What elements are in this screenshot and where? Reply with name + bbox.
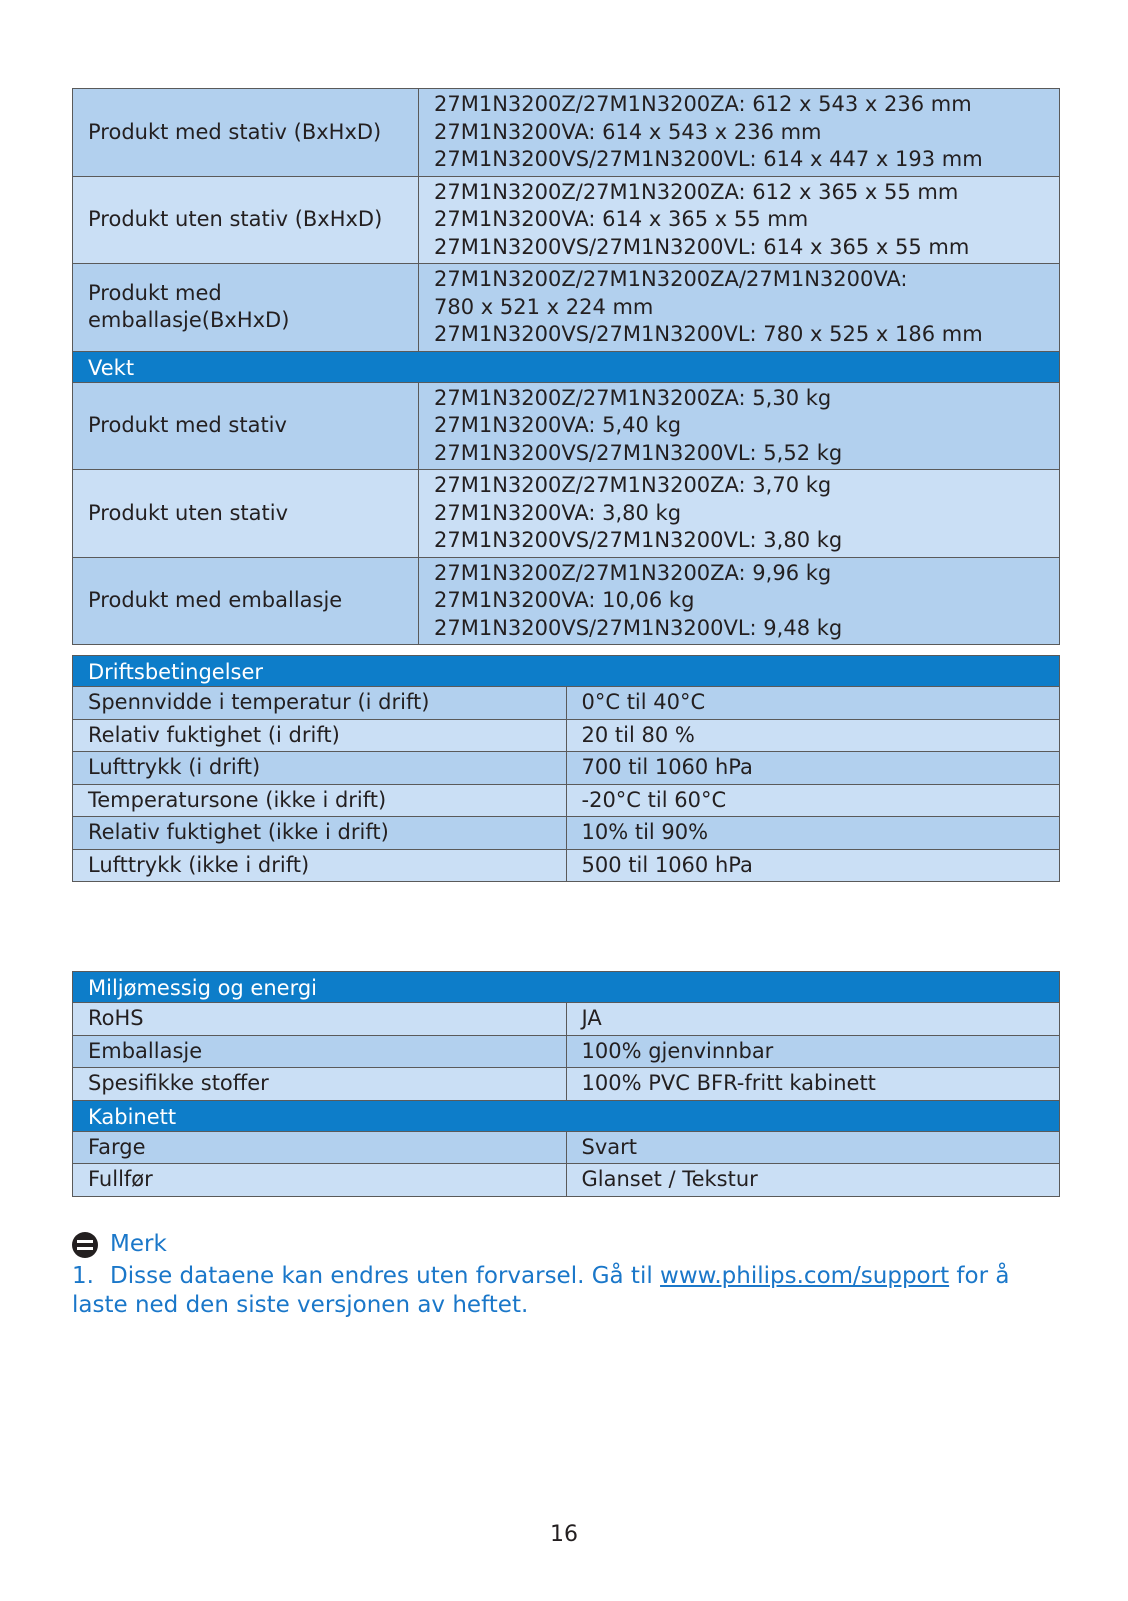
table-row: [73, 784, 1060, 817]
spec-value-line: 27M1N3200VS/27M1N3200VL: 614 x 365 x 55 mm: [434, 234, 970, 259]
spec-table-operating-conditions: [72, 655, 1060, 882]
note-text-before: Disse dataene kan endres uten forvarsel. Gå til: [110, 1263, 661, 1289]
section-header-row: [73, 1100, 1060, 1131]
spec-value: [419, 470, 1060, 558]
section-header-driftsbetingelser: Driftsbetingelser: [73, 656, 1060, 687]
table-row: [73, 719, 1060, 752]
section-header-row: [73, 351, 1060, 382]
spec-value-line: 780 x 521 x 224 mm: [434, 294, 654, 319]
spec-value-line: 27M1N3200Z/27M1N3200ZA: 612 x 365 x 55 mm: [434, 179, 959, 204]
spec-label: Farge: [73, 1131, 567, 1164]
spec-label: Produkt med emballasje: [73, 557, 419, 645]
spec-table-environment-cabinet: [72, 971, 1060, 1197]
spec-value: [419, 557, 1060, 645]
spec-table-dimensions-weight: [72, 88, 1060, 645]
table-row: [73, 470, 1060, 558]
spec-value: JA: [566, 1003, 1060, 1036]
spec-value-line: 27M1N3200Z/27M1N3200ZA: 9,96 kg: [434, 560, 832, 585]
spec-value: [419, 382, 1060, 470]
support-link[interactable]: www.philips.com/support: [660, 1263, 950, 1289]
section-header-row: [73, 656, 1060, 687]
spec-value: Svart: [566, 1131, 1060, 1164]
spec-value-line: 27M1N3200Z/27M1N3200ZA/27M1N3200VA:: [434, 267, 908, 291]
spec-label: Produkt med stativ (BxHxD): [73, 89, 419, 177]
spec-label: Produkt uten stativ: [73, 470, 419, 558]
table-row: [73, 1035, 1060, 1068]
note-text-after: for å laste ned den siste versjonen av heftet.: [72, 1263, 1010, 1318]
table-row: [73, 1131, 1060, 1164]
spec-label: Produkt med emballasje(BxHxD): [73, 264, 419, 352]
table-row: [73, 382, 1060, 470]
table-row: [73, 176, 1060, 264]
note-number: 1.: [72, 1263, 94, 1289]
spec-label: Relativ fuktighet (ikke i drift): [73, 817, 567, 850]
spec-value-line: 27M1N3200VS/27M1N3200VL: 614 x 447 x 193 mm: [434, 147, 983, 171]
spec-value-line: 27M1N3200VA: 614 x 543 x 236 mm: [434, 119, 822, 144]
spec-value: [419, 264, 1060, 352]
table-row: [73, 264, 1060, 352]
spec-value-line: 27M1N3200VS/27M1N3200VL: 9,48 kg: [434, 615, 843, 640]
note-block: [72, 1230, 1062, 1320]
spec-label: Temperatursone (ikke i drift): [73, 784, 567, 817]
spec-label: RoHS: [73, 1003, 567, 1036]
spec-value: -20°C til 60°C: [566, 784, 1060, 817]
spec-value: 500 til 1060 hPa: [566, 849, 1060, 882]
spec-value: [419, 176, 1060, 264]
table-row: [73, 89, 1060, 177]
spec-value-line: 27M1N3200VA: 10,06 kg: [434, 588, 695, 612]
section-header-vekt: Vekt: [73, 351, 1060, 382]
spec-value: 20 til 80 %: [566, 719, 1060, 752]
table-row: [73, 1068, 1060, 1101]
spec-value-line: 27M1N3200VA: 614 x 365 x 55 mm: [434, 207, 809, 231]
spec-value-line: 27M1N3200VA: 5,40 kg: [434, 413, 682, 437]
spec-label: Lufttrykk (ikke i drift): [73, 849, 567, 882]
note-item: [72, 1262, 1062, 1320]
spec-value: 700 til 1060 hPa: [566, 752, 1060, 785]
spec-value-line: 27M1N3200Z/27M1N3200ZA: 5,30 kg: [434, 385, 832, 410]
section-header-miljo: Miljømessig og energi: [73, 972, 1060, 1003]
table-row: [73, 687, 1060, 720]
table-row: [73, 1003, 1060, 1036]
page-number: 16: [550, 1522, 578, 1547]
spec-label: Produkt med stativ: [73, 382, 419, 470]
spec-label: Emballasje: [73, 1035, 567, 1068]
spec-value-line: 27M1N3200VS/27M1N3200VL: 780 x 525 x 186 mm: [434, 322, 983, 346]
spec-value: 100% gjenvinnbar: [566, 1035, 1060, 1068]
spec-label: Spennvidde i temperatur (i drift): [73, 687, 567, 720]
spec-label: Relativ fuktighet (i drift): [73, 719, 567, 752]
note-title: Merk: [110, 1231, 167, 1257]
note-header: [72, 1230, 1062, 1259]
spec-value: 100% PVC BFR-fritt kabinett: [566, 1068, 1060, 1101]
spec-value-line: 27M1N3200VS/27M1N3200VL: 5,52 kg: [434, 440, 843, 465]
section-header-kabinett: Kabinett: [73, 1100, 1060, 1131]
section-header-row: [73, 972, 1060, 1003]
table-row: [73, 557, 1060, 645]
table-row: [73, 849, 1060, 882]
spec-label: Spesifikke stoffer: [73, 1068, 567, 1101]
table-row: [73, 752, 1060, 785]
spec-label: Lufttrykk (i drift): [73, 752, 567, 785]
note-icon: [72, 1232, 98, 1258]
spec-value: 10% til 90%: [566, 817, 1060, 850]
spec-label: Fullfør: [73, 1164, 567, 1197]
table-row: [73, 1164, 1060, 1197]
spec-value-line: 27M1N3200VS/27M1N3200VL: 3,80 kg: [434, 528, 843, 552]
spec-value: [419, 89, 1060, 177]
table-row: [73, 817, 1060, 850]
spec-value-line: 27M1N3200VA: 3,80 kg: [434, 500, 682, 525]
spec-label: Produkt uten stativ (BxHxD): [73, 176, 419, 264]
spec-value: 0°C til 40°C: [566, 687, 1060, 720]
spec-value-line: 27M1N3200Z/27M1N3200ZA: 612 x 543 x 236 mm: [434, 92, 972, 116]
spec-value-line: 27M1N3200Z/27M1N3200ZA: 3,70 kg: [434, 473, 832, 497]
spec-value: Glanset / Tekstur: [566, 1164, 1060, 1197]
